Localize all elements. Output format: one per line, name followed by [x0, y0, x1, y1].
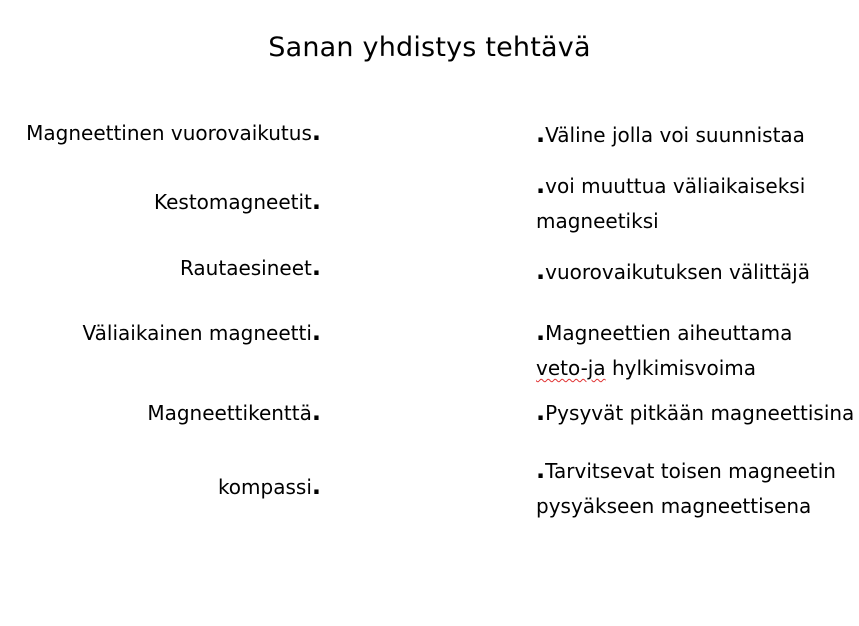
bullet-dot: . [311, 253, 321, 281]
bullet-dot: . [311, 398, 321, 426]
bullet-dot: . [536, 171, 546, 199]
right-definition-5 [536, 395, 854, 431]
left-term-text: Magneettinen vuorovaikutus [26, 121, 312, 145]
left-term-text: Rautaesineet [179, 256, 312, 280]
left-term-5 [147, 398, 321, 427]
bullet-dot: . [536, 398, 546, 426]
definition-line: Tarvitsevat toisen magneetin [545, 459, 836, 483]
right-definition-4 [536, 315, 792, 386]
right-definition-6 [536, 453, 836, 524]
left-term-text: Kestomagneetit [153, 190, 312, 214]
left-term-text: Väliaikainen magneetti [82, 321, 312, 345]
bullet-dot: . [311, 318, 321, 346]
slide-title: Sanan yhdistys tehtävä [268, 32, 591, 63]
bullet-dot: . [311, 118, 321, 146]
definition-line: pysyäkseen magneettisena [536, 494, 812, 518]
spellcheck-flagged-word: veto-ja [536, 356, 606, 380]
definition-line: Väline jolla voi suunnistaa [545, 123, 805, 147]
bullet-dot: . [536, 318, 546, 346]
left-term-text: Magneettikenttä [147, 401, 312, 425]
right-definition-2 [536, 168, 805, 239]
definition-line: Pysyvät pitkään magneettisina [545, 401, 855, 425]
left-term-4 [83, 318, 321, 347]
right-definition-1 [536, 117, 805, 153]
definition-line: voi muuttua väliaikaiseksi [545, 174, 806, 198]
left-term-6 [218, 472, 321, 501]
left-term-3 [180, 253, 321, 282]
definition-line: Magneettien aiheuttama [545, 321, 793, 345]
bullet-dot: . [536, 456, 546, 484]
left-term-2 [154, 187, 321, 216]
definition-line: vuorovaikutuksen välittäjä [545, 260, 810, 284]
bullet-dot: . [311, 187, 321, 215]
left-term-1 [26, 118, 321, 147]
definition-line: hylkimisvoima [605, 356, 757, 380]
bullet-dot: . [536, 120, 546, 148]
right-definition-3 [536, 254, 810, 290]
bullet-dot: . [311, 472, 321, 500]
bullet-dot: . [536, 257, 546, 285]
left-term-text: kompassi [217, 475, 312, 499]
definition-line: magneetiksi [536, 209, 659, 233]
